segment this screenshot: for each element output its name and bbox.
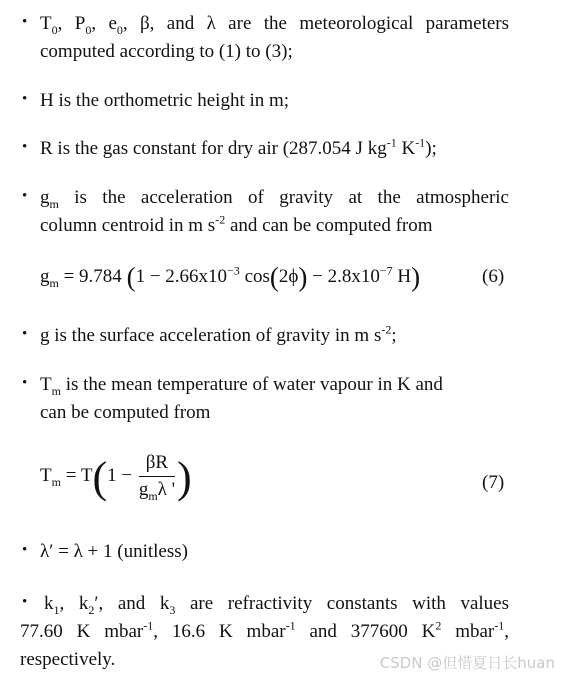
item-text bbox=[40, 135, 509, 163]
eq-text: − 2.8x10 bbox=[307, 266, 380, 287]
subscript: m bbox=[148, 488, 158, 503]
symbol-g: g bbox=[40, 187, 50, 208]
superscript: -1 bbox=[143, 618, 154, 633]
subscript: m bbox=[51, 474, 61, 489]
item-text: λ′ = λ + 1 (unitless) bbox=[40, 541, 188, 562]
subscript: 2 bbox=[88, 602, 95, 617]
superscript: −7 bbox=[379, 263, 393, 278]
eq-text: cos bbox=[239, 266, 270, 287]
superscript: -2 bbox=[381, 322, 392, 337]
item-text-part: and 377600 K bbox=[295, 621, 436, 642]
equation-body bbox=[40, 452, 192, 503]
item-text-part: K bbox=[396, 138, 416, 159]
bullet-marker: • bbox=[22, 188, 28, 204]
item-text-part: , bbox=[504, 621, 510, 642]
item-text-part: , 16.6 K mbar bbox=[153, 621, 286, 642]
paren-open: ( bbox=[269, 262, 279, 292]
subscript: 0 bbox=[116, 22, 123, 37]
paren-close: ) bbox=[177, 453, 192, 502]
item-text-part: mbar bbox=[441, 621, 495, 642]
symbol-P: P bbox=[74, 13, 86, 34]
eq-text: 1 − 2.66x10 bbox=[135, 266, 228, 287]
item-text-part: and can be computed from bbox=[225, 215, 433, 236]
item-line: $T_0$, $P_0$, $e_0$, β, and λ are the meteorological parameters bbox=[40, 13, 509, 37]
item-text: H is the orthometric height in m; bbox=[40, 90, 290, 111]
superscript: −3 bbox=[227, 263, 240, 278]
item-text-part: column centroid in m s bbox=[40, 215, 216, 236]
item-text bbox=[40, 322, 509, 350]
item-text: is the mean temperature of water vapour in K and bbox=[60, 374, 443, 395]
equation-number: (6) bbox=[482, 266, 505, 287]
eq-symbol: λ ' bbox=[157, 479, 176, 501]
symbol-k: , and k bbox=[98, 593, 170, 614]
paren-close: ) bbox=[411, 262, 421, 292]
fraction bbox=[139, 452, 175, 501]
item-text-part: R is the gas constant for dry air (287.054 J kg bbox=[40, 138, 387, 159]
subscript: m bbox=[49, 275, 59, 290]
eq-text: = 9.784 bbox=[58, 266, 122, 287]
fraction-numerator: βR bbox=[139, 452, 175, 477]
item-line bbox=[44, 590, 509, 618]
item-text: is the acceleration of gravity at the atmospheric bbox=[58, 187, 509, 208]
equation-6 bbox=[0, 262, 569, 298]
bullet-marker: • bbox=[22, 375, 28, 391]
superscript: -1 bbox=[415, 135, 426, 150]
item-line: respectively. bbox=[20, 649, 116, 670]
bullet-marker: • bbox=[22, 326, 28, 342]
eq-text: 2ϕ bbox=[278, 266, 299, 287]
superscript: -1 bbox=[285, 618, 296, 633]
item-text: , β, and λ are the meteorological parameters bbox=[122, 13, 509, 34]
subscript: 3 bbox=[169, 602, 176, 617]
bullet-marker: • bbox=[22, 542, 28, 558]
subscript: 1 bbox=[53, 602, 60, 617]
eq-text: 1 − bbox=[107, 465, 133, 486]
bullet-marker: • bbox=[22, 91, 28, 107]
item-line bbox=[40, 184, 509, 212]
symbol-T: T bbox=[40, 374, 52, 395]
item-text-part: 77.60 K mbar bbox=[20, 621, 144, 642]
item-text-part: g is the surface acceleration of gravity in m s bbox=[40, 325, 382, 346]
item-text-part: ; bbox=[391, 325, 397, 346]
prime: ′ bbox=[94, 593, 99, 614]
fraction-denominator bbox=[139, 477, 175, 501]
symbol-k: k bbox=[44, 593, 54, 614]
equation-number: (7) bbox=[482, 472, 505, 493]
item-text: are refractivity constants with values bbox=[175, 593, 510, 614]
superscript: -1 bbox=[494, 618, 505, 633]
bullet-marker: • bbox=[22, 139, 28, 155]
item-line bbox=[40, 371, 509, 399]
paren-close: ) bbox=[298, 262, 308, 292]
item-text-part: ); bbox=[425, 138, 437, 159]
symbol-e: e bbox=[108, 13, 117, 34]
equation-7 bbox=[0, 448, 569, 516]
subscript: 0 bbox=[51, 22, 58, 37]
superscript: 2 bbox=[435, 618, 442, 633]
item-line bbox=[40, 212, 509, 240]
subscript: 0 bbox=[85, 22, 92, 37]
symbol-k: , k bbox=[59, 593, 89, 614]
paren-open: ( bbox=[126, 262, 136, 292]
bullet-marker: • bbox=[22, 14, 28, 30]
item-line: computed according to (1) to (3); bbox=[40, 41, 293, 62]
eq-symbol: g bbox=[40, 266, 50, 287]
subscript: m bbox=[51, 383, 61, 398]
eq-text: = T bbox=[60, 465, 93, 486]
bullet-marker: • bbox=[22, 594, 28, 610]
eq-symbol: g bbox=[138, 479, 149, 501]
paren-open: ( bbox=[92, 453, 108, 502]
item-line: can be computed from bbox=[40, 402, 211, 423]
item-line bbox=[20, 618, 509, 646]
superscript: -1 bbox=[386, 135, 397, 150]
equation-body bbox=[40, 262, 420, 293]
superscript: -2 bbox=[215, 212, 226, 227]
watermark: CSDN @但惜夏日长huan bbox=[379, 654, 555, 672]
subscript: m bbox=[49, 196, 59, 211]
eq-symbol: T bbox=[40, 465, 52, 486]
symbol-T: T bbox=[40, 13, 52, 34]
eq-text: H bbox=[392, 266, 412, 287]
